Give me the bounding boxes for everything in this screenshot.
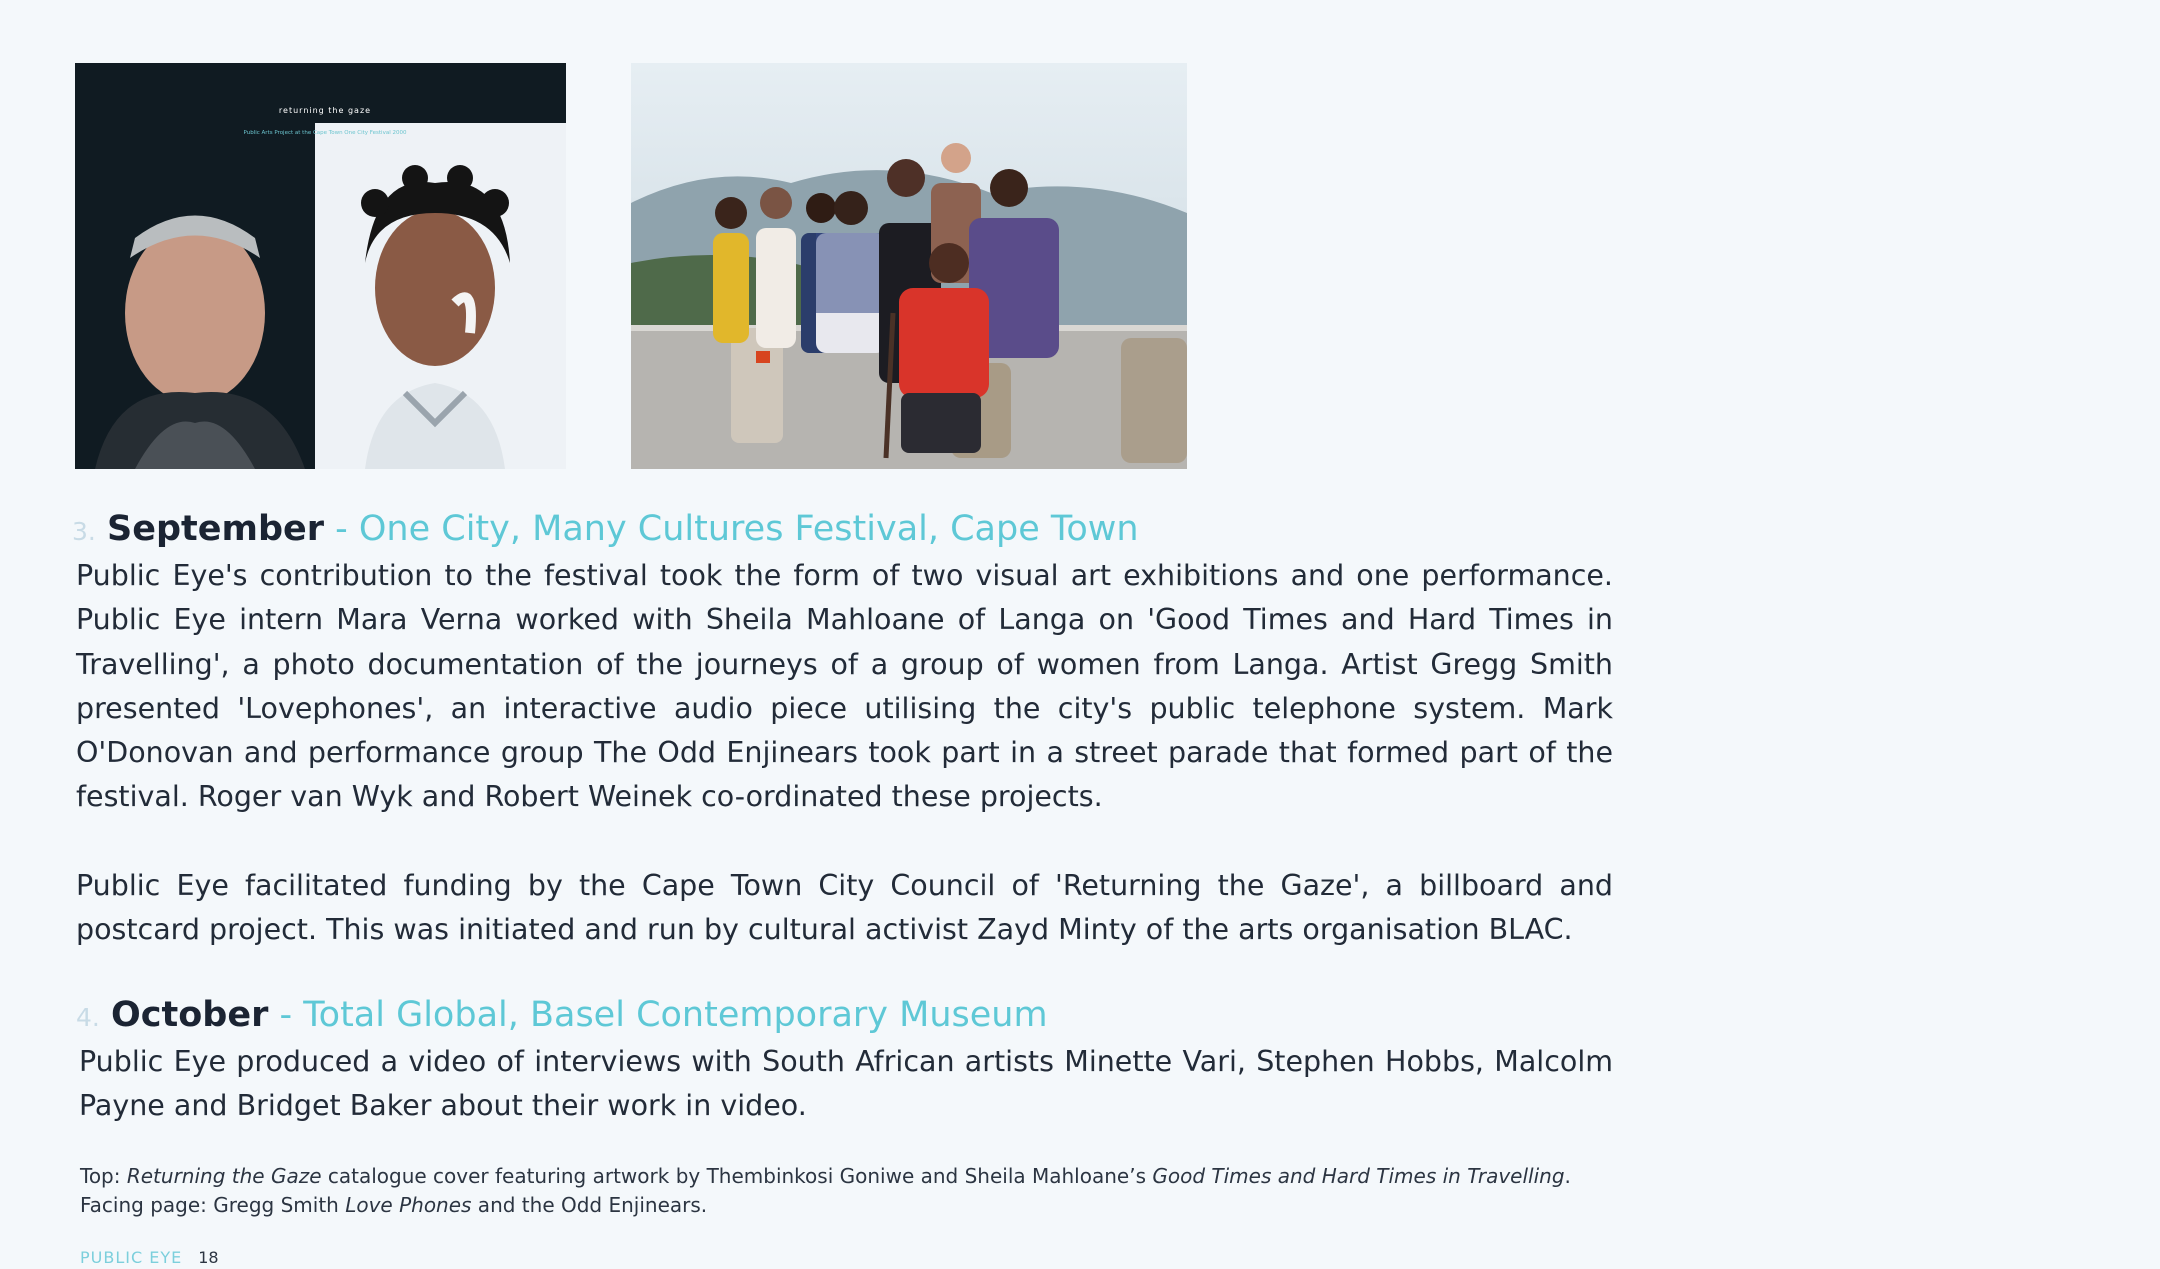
section-3-paragraph-2: Public Eye facilitated funding by the Cape Town City Council of 'Returning the Gaze', a billboard and postcard project. This was initiated and run by cultural activist Zayd Minty of the arts organisation BLAC. — [76, 869, 1613, 947]
photo-caption — [80, 1162, 1640, 1220]
catalogue-cover-illustration — [75, 63, 566, 469]
caption-line-2: Facing page: Gregg Smith Love Phones and the Odd Enjinears. — [80, 1193, 708, 1217]
section-3-heading — [72, 507, 1139, 554]
cover-title: returning the gaze — [278, 106, 372, 115]
section-4-number: 4. — [76, 1003, 100, 1032]
section-3-body-2 — [76, 864, 1613, 953]
section-4-paragraph-1: Public Eye produced a video of interviews with South African artists Minette Vari, Stephen Hobbs, Malcolm Payne and Bridget Baker about their work in video. — [79, 1045, 1613, 1123]
page-number: 18 — [198, 1248, 219, 1267]
catalogue-cover-photo — [75, 63, 566, 469]
section-4-heading — [76, 993, 1048, 1040]
section-4-month: October — [111, 995, 269, 1035]
page-footer — [80, 1248, 219, 1268]
section-3-paragraph-1: Public Eye's contribution to the festival took the form of two visual art exhibitions and one performance. Public Eye intern Mara Verna worked with Sheila Mahloane of Langa on 'Good Times and Hard Times in Travelling', a photo documentation of the journeys of a group of women from Langa. Artist Gregg Smith presented 'Lovephones', an interactive audio piece utilising the city's public telephone system. Mark O'Donovan and performance group The Odd Enjinears took part in a street parade that formed part of the festival. Roger van Wyk and Robert Weinek co-ordinated these projects. — [76, 559, 1613, 814]
section-3-number: 3. — [72, 517, 96, 546]
section-4-title: - Total Global, Basel Contemporary Museum — [268, 995, 1048, 1035]
footer-brand: PUBLIC EYE — [80, 1248, 183, 1267]
group-photo — [631, 63, 1187, 469]
section-3-title: - One City, Many Cultures Festival, Cape Town — [324, 509, 1139, 549]
group-photo-illustration — [631, 63, 1187, 469]
caption-line-1: Top: Returning the Gaze catalogue cover featuring artwork by Thembinkosi Goniwe and Sheila Mahloane’s Good Times and Hard Times in Travelling. — [80, 1164, 1571, 1188]
section-3-body — [76, 554, 1613, 820]
cover-subtitle: Public Arts Project at the Cape Town One City Festival 2000 — [243, 130, 407, 136]
section-3-month: September — [107, 509, 324, 549]
section-4-body — [79, 1040, 1613, 1129]
